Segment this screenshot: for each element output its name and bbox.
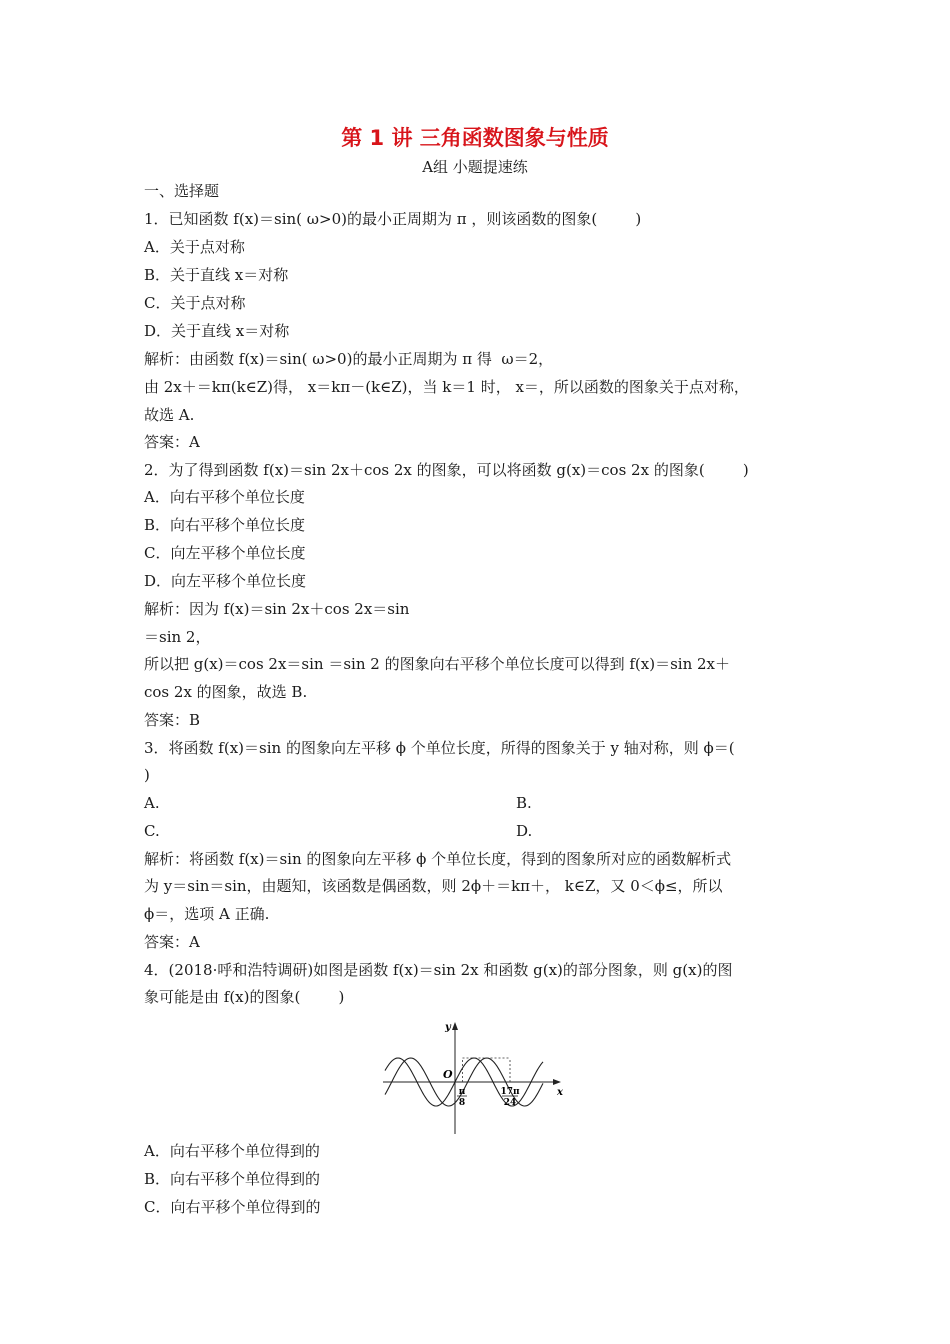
question-1: 1．已知函数 f(x)＝sin( ω>0)的最小正周期为 π ，则该函数的图象( ) xyxy=(144,210,642,228)
q3-answer: 答案：A xyxy=(144,933,200,951)
tick-label-1-denominator: 8 xyxy=(458,1098,466,1108)
q3-option-a: A. xyxy=(144,794,160,812)
y-axis-label: y xyxy=(445,1022,451,1033)
question-2: 2．为了得到函数 f(x)＝sin 2x＋cos 2x 的图象，可以将函数 g(x)＝cos 2x 的图象( ) xyxy=(144,461,749,479)
q3-solution-line-1: 解析：将函数 f(x)＝sin 的图象向左平移 ϕ 个单位长度，得到的图象所对应的函数解析式 xyxy=(144,850,732,868)
q4-option-b: B．向右平移个单位得到的 xyxy=(144,1170,321,1188)
q2-option-b: B．向右平移个单位长度 xyxy=(144,516,306,534)
q3-option-b: B. xyxy=(516,794,532,812)
question-3-cont: ) xyxy=(144,766,150,784)
q4-option-c: C．向右平移个单位得到的 xyxy=(144,1198,321,1216)
tick-label-1-numerator: π xyxy=(458,1087,466,1097)
q4-option-a: A．向右平移个单位得到的 xyxy=(144,1142,320,1160)
x-axis-label: x xyxy=(557,1087,563,1098)
q2-solution-line-4: cos 2x 的图象，故选 B. xyxy=(144,683,308,701)
q1-option-b: B．关于直线 x＝对称 xyxy=(144,266,289,284)
q1-solution-line-2: 由 2x＋＝kπ(k∈Z)得， x＝kπ－(k∈Z)，当 k＝1 时， x＝，所以函数的图象关于点对称， xyxy=(144,378,749,396)
page-title: 第 1 讲 三角函数图象与性质 xyxy=(341,126,609,150)
q1-solution-line-1: 解析：由函数 f(x)＝sin( ω>0)的最小正周期为 π 得 ω＝2， xyxy=(144,350,554,368)
q3-option-d: D. xyxy=(516,822,533,840)
question-4: 4．(2018·呼和浩特调研)如图是函数 f(x)＝sin 2x 和函数 g(x)的部分图象，则 g(x)的图 xyxy=(144,961,733,979)
section-heading: 一、选择题 xyxy=(144,182,220,200)
q2-solution-line-1: 解析：因为 f(x)＝sin 2x＋cos 2x＝sin xyxy=(144,600,410,618)
q3-option-c: C. xyxy=(144,822,160,840)
page-subtitle: A组 小题提速练 xyxy=(422,158,528,176)
q3-solution-line-3: ϕ＝，选项 A 正确. xyxy=(144,905,270,923)
q2-solution-line-3: 所以把 g(x)＝cos 2x＝sin ＝sin 2 的图象向右平移个单位长度可以得到 f(x)＝sin 2x＋ xyxy=(144,655,731,673)
origin-label: O xyxy=(443,1068,453,1081)
q1-option-a: A．关于点对称 xyxy=(144,238,245,256)
q2-solution-line-2: ＝sin 2， xyxy=(144,628,211,646)
x-axis-arrow xyxy=(553,1079,561,1085)
tick-label-2-numerator: 17π xyxy=(500,1087,520,1097)
q1-answer: 答案：A xyxy=(144,433,200,451)
question-4-cont: 象可能是由 f(x)的图象( ) xyxy=(144,988,345,1006)
function-graph-figure xyxy=(383,1016,573,1134)
q1-solution-line-3: 故选 A. xyxy=(144,406,195,424)
q3-solution-line-2: 为 y＝sin＝sin，由题知，该函数是偶函数，则 2ϕ＋＝kπ＋， k∈Z，又 0＜ϕ≤，所以 xyxy=(144,877,723,895)
q1-option-d: D．关于直线 x＝对称 xyxy=(144,322,290,340)
q2-option-c: C．向左平移个单位长度 xyxy=(144,544,306,562)
q2-option-a: A．向右平移个单位长度 xyxy=(144,488,305,506)
tick-label-2-denominator: 24 xyxy=(503,1098,517,1108)
question-3: 3．将函数 f(x)＝sin 的图象向左平移 ϕ 个单位长度，所得的图象关于 y 轴对称，则 ϕ＝( xyxy=(144,739,735,757)
y-axis-arrow xyxy=(452,1022,458,1030)
q2-answer: 答案：B xyxy=(144,711,201,729)
q2-option-d: D．向左平移个单位长度 xyxy=(144,572,307,590)
q1-option-c: C．关于点对称 xyxy=(144,294,246,312)
